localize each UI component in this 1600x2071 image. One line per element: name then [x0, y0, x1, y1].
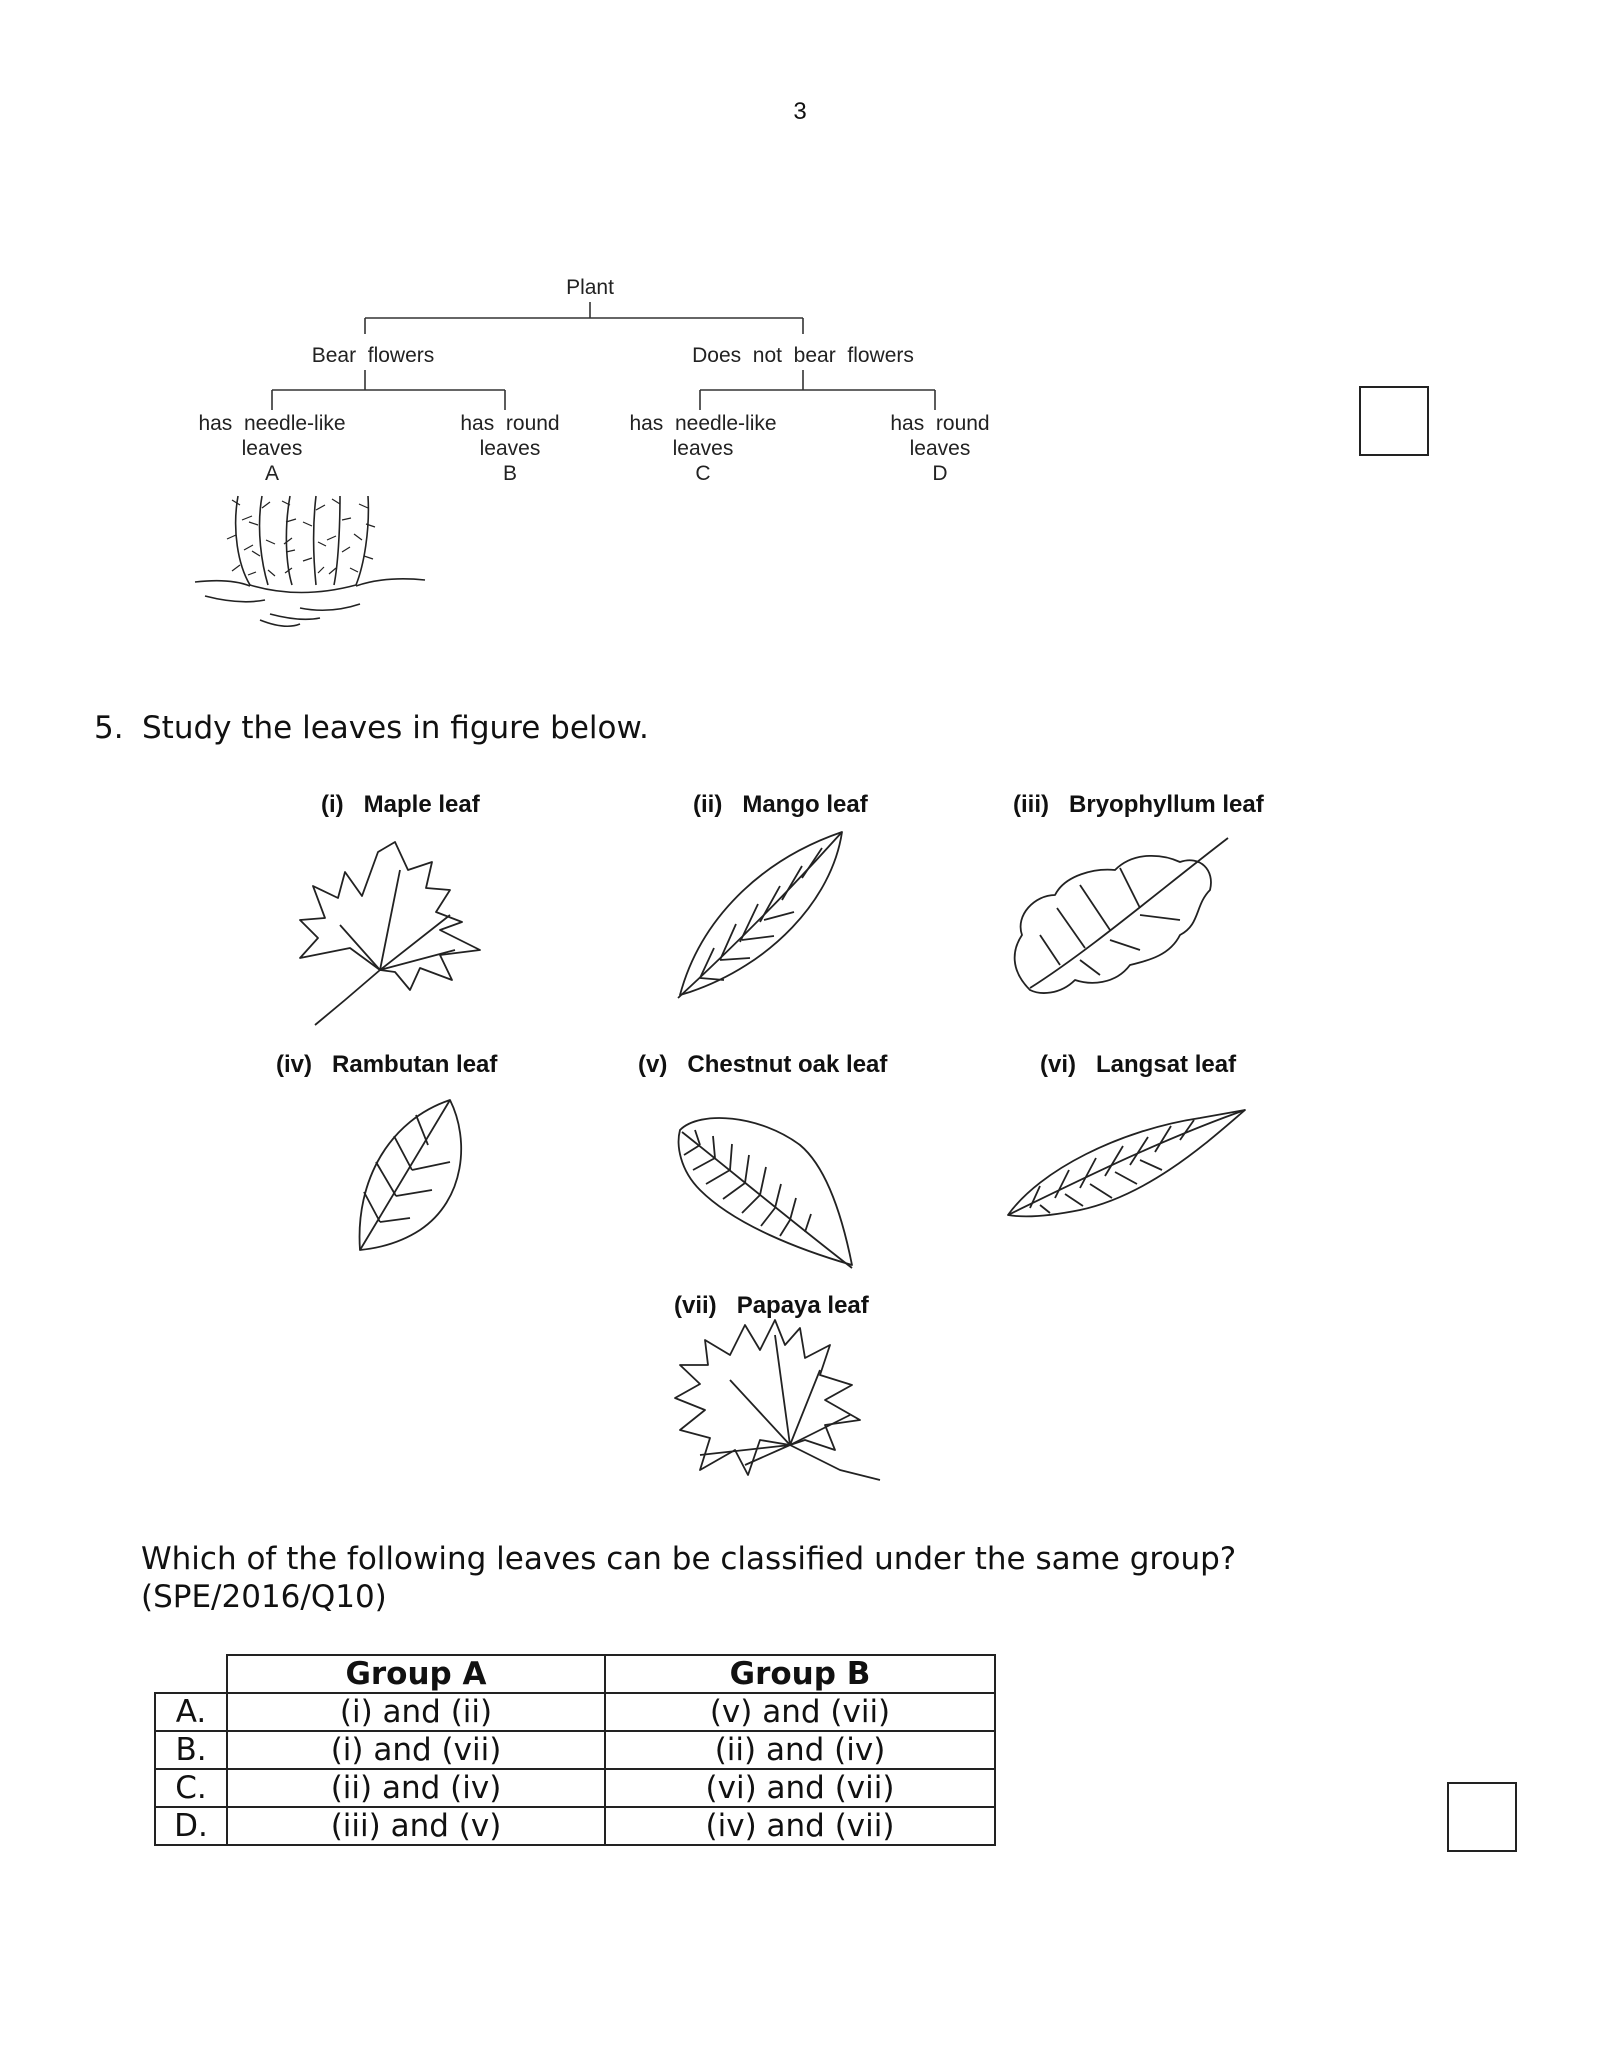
option-group-a: (i) and (vii) — [227, 1731, 605, 1769]
table-row[interactable] — [155, 1807, 995, 1845]
papaya-leaf-drawing — [675, 1320, 880, 1480]
caption-papaya-leaf: (vii) Papaya leaf — [674, 1292, 869, 1319]
chestnut-oak-leaf-drawing — [679, 1118, 852, 1268]
caption-chestnut-oak-leaf: (v) Chestnut oak leaf — [638, 1051, 888, 1078]
table-row[interactable] — [155, 1731, 995, 1769]
caption-rambutan-leaf: (iv) Rambutan leaf — [276, 1051, 498, 1078]
tree-root: Plant — [566, 276, 614, 299]
tree-leaf-b-line2: leaves — [479, 437, 541, 460]
question-5-body — [141, 1540, 1391, 1616]
option-letter: A. — [155, 1693, 227, 1731]
header-group-a: Group A — [227, 1655, 605, 1693]
tree-leaf-b-letter: B — [502, 462, 518, 485]
tree-leaf-a-line1: has needle-like — [198, 412, 346, 435]
tree-leaf-c-letter: C — [695, 462, 711, 485]
option-group-b: (v) and (vii) — [605, 1693, 995, 1731]
tree-leaf-b-line1: has round — [460, 412, 560, 435]
table-corner — [155, 1655, 227, 1693]
langsat-leaf-drawing — [1008, 1110, 1245, 1216]
answer-box-question-5[interactable] — [1447, 1782, 1517, 1852]
option-letter: B. — [155, 1731, 227, 1769]
option-group-b: (iv) and (vii) — [605, 1807, 995, 1845]
tree-leaf-a-letter: A — [264, 462, 280, 485]
tree-leaf-a-line2: leaves — [241, 437, 303, 460]
table-header-row — [155, 1655, 995, 1693]
question-line: Which of the following leaves can be classified under the same group? — [141, 1541, 1237, 1577]
option-group-a: (ii) and (iv) — [227, 1769, 605, 1807]
tree-branch-no-flowers: Does not bear flowers — [692, 344, 914, 367]
options-table — [154, 1654, 996, 1846]
option-group-a: (i) and (ii) — [227, 1693, 605, 1731]
tree-leaf-d-line1: has round — [890, 412, 990, 435]
tree-leaf-c-line1: has needle-like — [629, 412, 777, 435]
table-row[interactable] — [155, 1693, 995, 1731]
option-group-a: (iii) and (v) — [227, 1807, 605, 1845]
caption-maple-leaf: (i) Maple leaf — [321, 791, 480, 818]
tree-branch-flowers: Bear flowers — [311, 344, 435, 367]
caption-bryophyllum-leaf: (iii) Bryophyllum leaf — [1013, 791, 1264, 818]
tree-leaf-c-line2: leaves — [672, 437, 734, 460]
header-group-b: Group B — [605, 1655, 995, 1693]
maple-leaf-drawing — [300, 842, 480, 1025]
caption-mango-leaf: (ii) Mango leaf — [693, 791, 868, 818]
option-letter: D. — [155, 1807, 227, 1845]
option-letter: C. — [155, 1769, 227, 1807]
page-number: 3 — [793, 98, 807, 125]
option-group-b: (ii) and (iv) — [605, 1731, 995, 1769]
caption-langsat-leaf: (vi) Langsat leaf — [1040, 1051, 1237, 1078]
option-group-b: (vi) and (vii) — [605, 1769, 995, 1807]
mango-leaf-drawing — [678, 832, 842, 998]
question-source: (SPE/2016/Q10) — [141, 1579, 387, 1615]
tree-leaf-d-line2: leaves — [909, 437, 971, 460]
rambutan-leaf-drawing — [360, 1100, 462, 1250]
question-number: 5. — [94, 710, 124, 746]
question-5-text: Study the leaves in figure below. — [142, 710, 649, 746]
tree-leaf-d-letter: D — [932, 462, 948, 485]
bryophyllum-leaf-drawing — [1015, 838, 1228, 993]
table-row[interactable] — [155, 1769, 995, 1807]
